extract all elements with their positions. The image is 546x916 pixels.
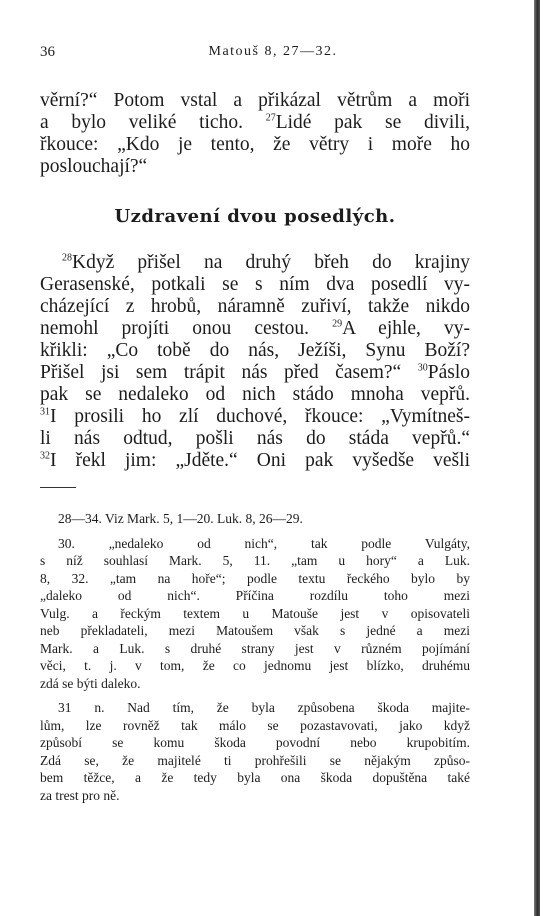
running-title: Matouš 8, 27—32. — [208, 44, 338, 59]
footnote-line: zdá se býti daleko. — [40, 675, 141, 691]
footnote-line: 30. „nedaleko od nich“, tak podle Vulgáty, — [58, 535, 470, 551]
section-heading: Uzdravení dvou posedlých. — [114, 206, 396, 227]
footnote-line: věci, t. j. v tom, že co jednomu jest blízko, druhému — [40, 658, 470, 673]
text-line: pak se nedaleko od nich stádo mnoha vepřů. — [40, 384, 470, 405]
paragraph-2 — [40, 252, 470, 472]
footnote-gap — [40, 692, 470, 699]
footnotes — [40, 510, 470, 804]
paragraph-1 — [40, 90, 470, 178]
text-fragment: I řekl jim: „Jděte.“ Oni pak vyšedše vešli — [50, 450, 470, 471]
footnote-gap — [40, 528, 470, 535]
text-line: Gerasenské, potkali se s ním dva posedlí vy- — [40, 274, 470, 295]
text-line: řkouce: „Kdo je tento, že větry i moře ho — [40, 134, 470, 155]
verse-number: 31 — [40, 406, 50, 418]
page-number: 36 — [40, 44, 55, 60]
footnote-line: bem těžce, a že tedy byla ona škoda dopuštěna také — [40, 770, 470, 785]
verse-number: 29 — [332, 318, 343, 330]
verse-number: 30 — [417, 362, 428, 374]
running-head — [40, 44, 506, 64]
footnote-line: Mark. a Luk. s druhé strany jest v různém pojímání — [40, 640, 470, 656]
text-fragment: Když přišel na druhý břeh do krajiny — [72, 252, 470, 273]
footnote-rule — [40, 487, 76, 488]
footnote-line: 28—34. Viz Mark. 5, 1—20. Luk. 8, 26—29. — [58, 511, 303, 526]
footnote-line: lům, lze rovněž tak málo se pozastavovati, jako když — [40, 717, 470, 733]
page-edge-shadow — [534, 0, 540, 916]
footnote-line: za trest pro ně. — [40, 787, 120, 803]
text-fragment: a bylo veliké ticho. — [40, 112, 243, 133]
verse-number: 28 — [62, 252, 72, 264]
footnote-line: 31 n. Nad tím, že byla způsobena škoda majite- — [58, 700, 470, 715]
text-line: li nás odtud, pošli nás do stáda vepřů.“ — [40, 428, 470, 449]
verse-number: 27 — [265, 112, 276, 124]
footnote-line: Zdá se, že majitelé ti prohřešili se nějakým způso- — [40, 752, 470, 768]
text-fragment: Přišel jsi sem trápit nás před časem?“ — [40, 362, 402, 383]
text-line: poslouchají?“ — [40, 156, 148, 177]
text-line — [40, 406, 470, 428]
text-fragment: nemohl projíti onou cestou. — [40, 318, 310, 339]
text-line — [40, 318, 470, 340]
text-fragment: I prosili ho zlí duchové, řkouce: „Vymítneš- — [50, 406, 470, 427]
text-line: křikli: „Co tobě do nás, Ježíši, Synu Boží? — [40, 340, 470, 361]
text-fragment: A ejhle, vy- — [342, 318, 470, 339]
footnote-line: Vulg. a řeckým textem u Matouše jest v opisovateli — [40, 605, 470, 621]
text-line: věrní?“ Potom vstal a přikázal větrům a moři — [40, 90, 470, 111]
text-line — [40, 112, 470, 134]
text-line — [40, 450, 470, 472]
footnote-line: „daleko od nich“. Příčina rozdílu toho mezi — [40, 588, 470, 603]
footnote-line: způsobí se komu škoda povodní nebo krupobitím. — [40, 735, 470, 750]
footnote-line: 8, 32. „tam na hoře“; podle textu řeckého bylo by — [40, 570, 470, 586]
text-line — [40, 252, 470, 274]
text-fragment: Lidé pak se divili, — [275, 112, 470, 133]
text-fragment: Páslo — [427, 362, 470, 383]
verse-number: 32 — [40, 450, 50, 462]
footnote-line: s níž souhlasí Mark. 5, 11. „tam u hory“ a Luk. — [40, 553, 470, 568]
footnote-line: neb překladateli, mezi Matoušem však s jedné a mezi — [40, 623, 470, 638]
text-line — [40, 362, 470, 384]
text-line: cházející z hrobů, náramně zuřiví, takže nikdo — [40, 296, 470, 317]
